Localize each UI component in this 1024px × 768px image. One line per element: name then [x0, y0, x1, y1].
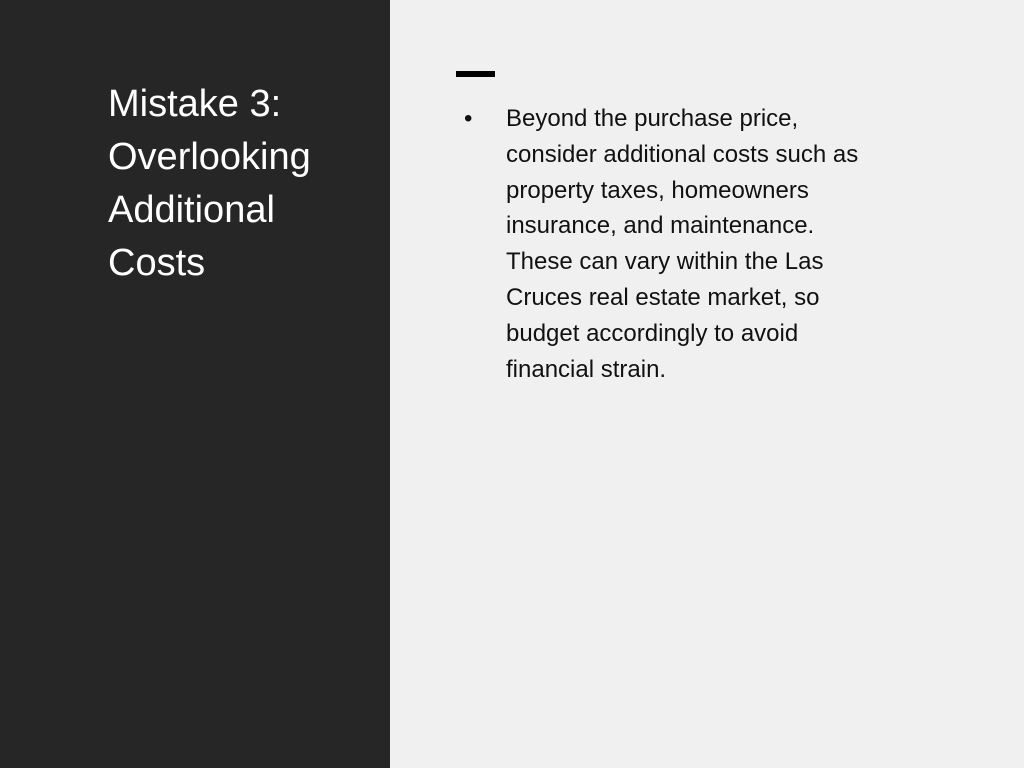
bullet-text: Beyond the purchase price, consider additional costs such as property taxes, homeowners insurance, and maintenance. These can vary within the Las Cruces real estate market, so budget accordingly to avoid financial strain.: [506, 105, 859, 383]
title-panel: [0, 0, 390, 768]
slide-title: Mistake 3: Overlooking Additional Costs: [108, 83, 311, 284]
bullet-marker: •: [464, 105, 473, 132]
accent-bar: [456, 71, 495, 77]
bullet-item: [462, 101, 882, 387]
bullet-list: [462, 101, 882, 387]
